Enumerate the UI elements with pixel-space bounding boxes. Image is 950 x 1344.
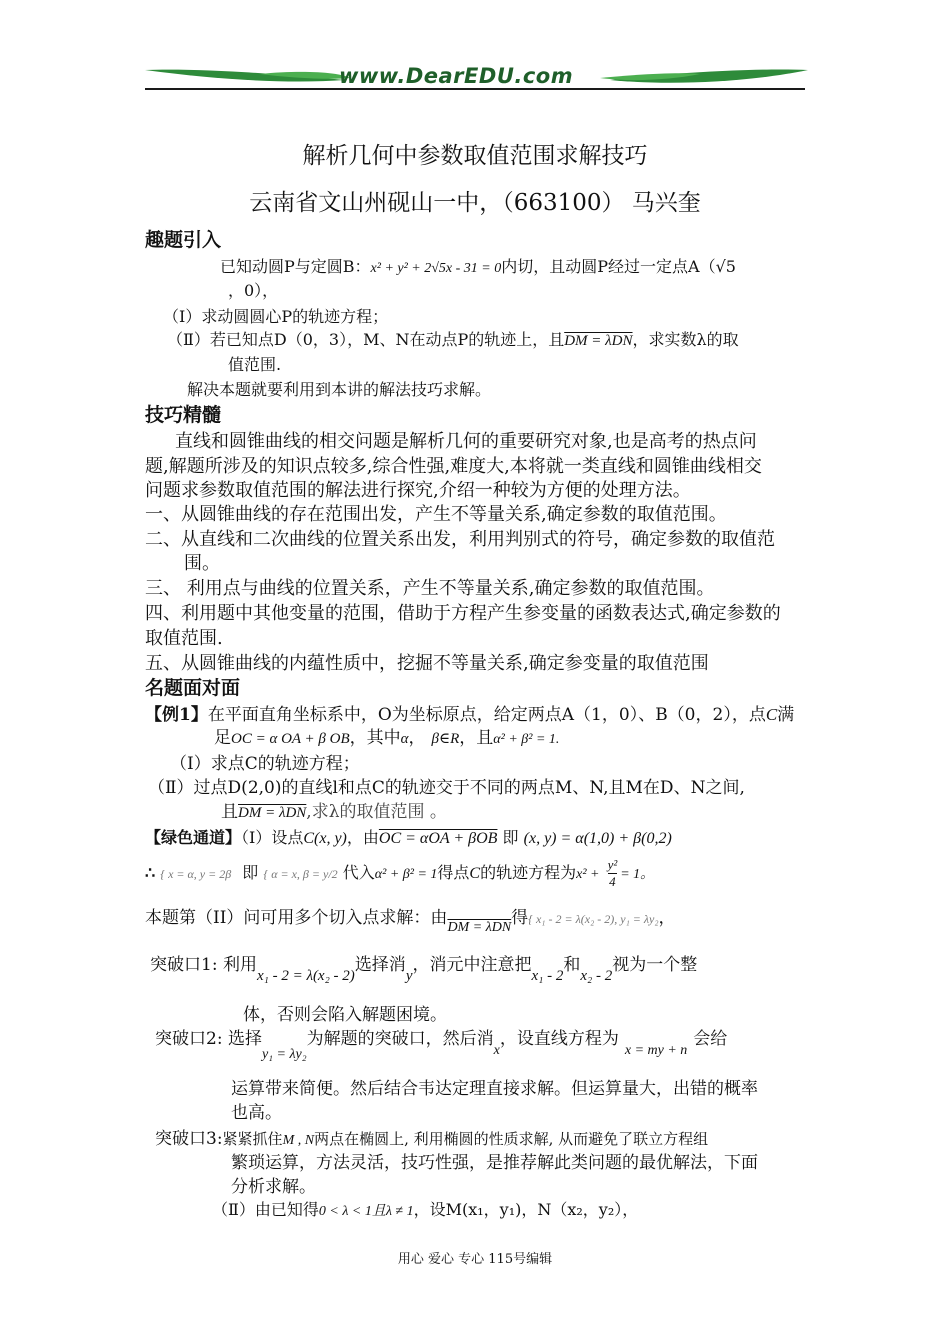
skills-method-5: 五、从圆锥曲线的内蕴性质中，挖掘不等量关系,确定参变量的取值范围 (145, 653, 709, 674)
skills-paragraph-line-3: 问题求参数取值范围的解法进行探究,介绍一种较为方便的处理方法。 (145, 480, 691, 501)
green-channel-tag: 【绿色通道】 (145, 828, 242, 847)
skills-method-3: 三、 利用点与曲线的位置关系，产生不等量关系,确定参数的取值范围。 (145, 578, 715, 599)
breakthrough-1-line-1: 突破口1: 利用x₁ - 2 = λ(x₂ - 2)选择消y，消元中注意把x₁ - 2和x₂ - 2视为一个整 (150, 955, 698, 984)
example-1-question-1: （Ⅰ）求点C的轨迹方程； (170, 754, 360, 774)
breakthrough-2-line-1: 突破口2: 选择$_{y_1 = \lambda y_2}$为解题的突破口，然后消$_x$，设直线方程为$_{x = my + n}$会给 (155, 1029, 728, 1062)
section-heading-examples: 名题面对面 (145, 677, 241, 699)
example-tag: 【例1】 (145, 705, 208, 725)
skills-method-4: 四、利用题中其他变量的范围，借助于方程产生参变量的函数表达式,确定参数的 (145, 603, 781, 624)
green-channel-line-1: 【绿色通道】（Ⅰ）设点C(x, y)，由OC = αOA + βOB 即 (x, y) = α(1,0) + β(0,2) (145, 828, 672, 847)
skills-paragraph-line-2: 题,解题所涉及的知识点较多,综合性强,难度大,本将就一类直线和圆锥曲线相交 (145, 456, 762, 477)
section-heading-skills: 技巧精髓 (145, 404, 222, 426)
breakthrough-3-line-2: 繁琐运算，方法灵活，技巧性强，是推荐解此类问题的最优解法，下面 (231, 1153, 758, 1173)
intro-line-1: 已知动圆P与定圆B：x² + y² + 2√5x - 31 = 0内切，且动圆P经过一定点A（√5 (220, 257, 736, 276)
header-site-logo: www.DearEDU.com (339, 64, 574, 88)
skills-method-4-cont: 取值范围. (145, 628, 223, 649)
section-heading-intro: 趣题引入 (145, 229, 222, 251)
page-footer: 用心 爱心 专心 115号编辑 (397, 1252, 553, 1267)
example-1-question-2-cont: 且DM = λDN,求λ的取值范围 。 (221, 802, 447, 822)
green-channel-line-2: ∴ { x = α, y = 2β 即 { α = x, β = y/2 代入α² + β² = 1得点C的轨迹方程为x² + $\frac{\text{y²}}{4}$ = 1。 (145, 857, 655, 889)
intro-question-2: （Ⅱ）若已知点D（0，3），M、N在动点P的轨迹上，且DM = λDN，求实数λ的取 (167, 330, 739, 349)
example-1-line-1: 【例1】在平面直角坐标系中，O为坐标原点，给定两点A（1，0）、B（0，2），点C满 (145, 705, 795, 725)
skills-paragraph-line-1: 直线和圆锥曲线的相交问题是解析几何的重要研究对象,也是高考的热点问 (175, 431, 757, 452)
breakthrough-2-line-2: 运算带来简便。然后结合韦达定理直接求解。但运算量大，出错的概率 (231, 1079, 758, 1099)
intro-note: 解决本题就要利用到本讲的解法技巧求解。 (187, 380, 492, 399)
fraction: $\frac{\text{y²}}{4}$ (607, 857, 618, 889)
skills-method-2: 二、从直线和二次曲线的位置关系出发，利用判别式的符号，确定参数的取值范 (145, 529, 775, 550)
breakthrough-3-line-1: 突破口3:紧紧抓住M , N两点在椭圆上, 利用椭圆的性质求解, 从而避免了联立方程组 (155, 1129, 709, 1149)
author-line: 云南省文山州砚山一中，（663100） 马兴奎 (249, 190, 701, 216)
intro-question-2-cont: 值范围. (228, 355, 282, 374)
skills-method-1: 一、从圆锥曲线的存在范围出发，产生不等量关系,确定参数的取值范围。 (145, 504, 727, 525)
skills-method-2-cont: 围。 (184, 553, 220, 574)
header-divider (145, 88, 805, 90)
page-title: 解析几何中参数取值范围求解技巧 (302, 143, 648, 169)
solution-part-2-start: （Ⅱ）由已知得0 < λ < 1且λ ≠ 1，设M(x₁，y₁)，N（x₂，y₂）， (212, 1200, 639, 1219)
breakthrough-2-line-3: 也高。 (231, 1103, 282, 1123)
green-channel-line-3: 本题第（II）问可用多个切入点求解：由$_{DM = \lambda DN}$得{ x₁ - 2 = λ(x₂ - 2), y₁ = λy₂， (145, 908, 676, 935)
example-1-question-2: （Ⅱ）过点D(2,0)的直线l和点C的轨迹交于不同的两点M、N,且M在D、N之间, (148, 778, 745, 798)
example-1-line-2: 足OC = α OA + β OB，其中α， β∈R，且α² + β² = 1. (214, 728, 560, 748)
breakthrough-1-line-2: 体，否则会陷入解题困境。 (243, 1005, 447, 1025)
intro-question-1: （Ⅰ）求动圆圆心P的轨迹方程； (163, 307, 389, 326)
intro-line-2: ，0）， (228, 281, 279, 300)
breakthrough-3-line-3: 分析求解。 (231, 1177, 316, 1197)
